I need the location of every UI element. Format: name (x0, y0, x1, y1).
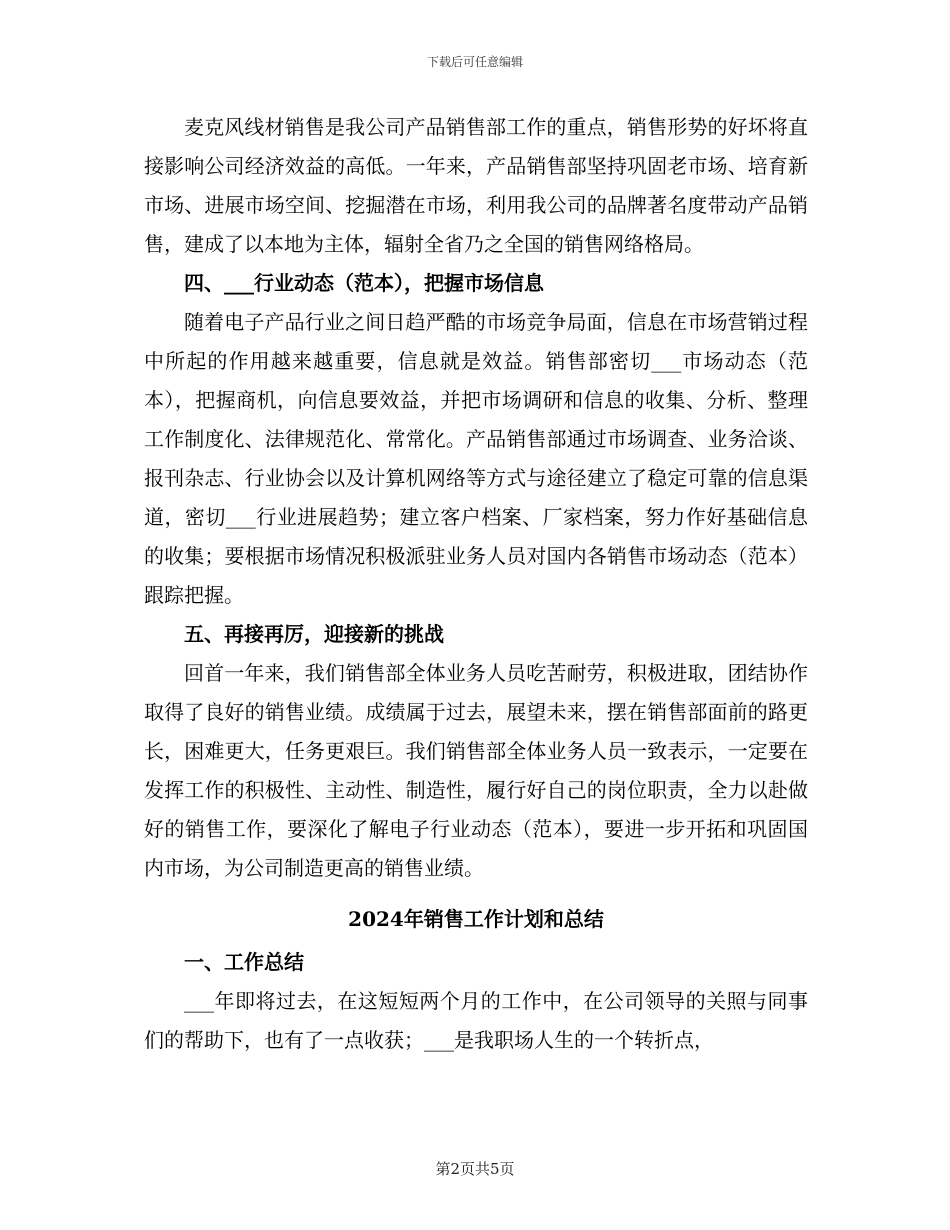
page-footer: 第2页共5页 (435, 1160, 515, 1178)
section-heading-4: 四、___行业动态（范本），把握市场信息 (184, 271, 544, 295)
paragraph-work-summary: ___年即将过去，在这短短两个月的工作中，在公司领导的关照与同事们的帮助下，也有了一点收获；___是我职场人生的一个转折点， (144, 989, 808, 1052)
document-title: 2024年销售工作计划和总结 (348, 907, 604, 931)
page-header: 下载后可任意编辑 (426, 55, 523, 69)
paragraph-market-info: 随着电子产品行业之间日趋严酷的市场竞争局面，信息在市场营销过程中所起的作用越来越重要，信息就是效益。销售部密切___市场动态（范本），把握商机，向信息要效益，并把市场调研和信息的收集、分析、整理工作制度化、法律规范化、常常化。产品销售部通过市场调查、业务洽谈、报刊杂志、行业协会以及计算机网络等方式与途径建立了稳定可靠的信息渠道，密切___行业进展趋势；建立客户档案、厂家档案，努力作好基础信息的收集；要根据市场情况积极派驻业务人员对国内各销售市场动态（范本）跟踪把握。 (144, 310, 808, 607)
paragraph-new-challenge: 回首一年来，我们销售部全体业务人员吃苦耐劳，积极进取，团结协作取得了良好的销售业绩。成绩属于过去，展望未来，摆在销售部面前的路更长，困难更大，任务更艰巨。我们销售部全体业务人员一致表示，一定要在发挥工作的积极性、主动性、制造性，履行好自己的岗位职责，全力以赴做好的销售工作，要深化了解电子行业动态（范本），要进一步开拓和巩固国内市场，为公司制造更高的销售业绩。 (144, 661, 808, 880)
section-heading-5: 五、再接再厉，迎接新的挑战 (184, 622, 444, 646)
section-heading-1: 一、工作总结 (184, 950, 304, 974)
paragraph-sales-network: 麦克风线材销售是我公司产品销售部工作的重点，销售形势的好坏将直接影响公司经济效益的高低。一年来，产品销售部坚持巩固老市场、培育新市场、进展市场空间、挖掘潜在市场，利用我公司的品牌著名度带动产品销售，建成了以本地为主体，辐射全省乃之全国的销售网络格局。 (144, 115, 808, 256)
document-body (144, 108, 808, 1060)
